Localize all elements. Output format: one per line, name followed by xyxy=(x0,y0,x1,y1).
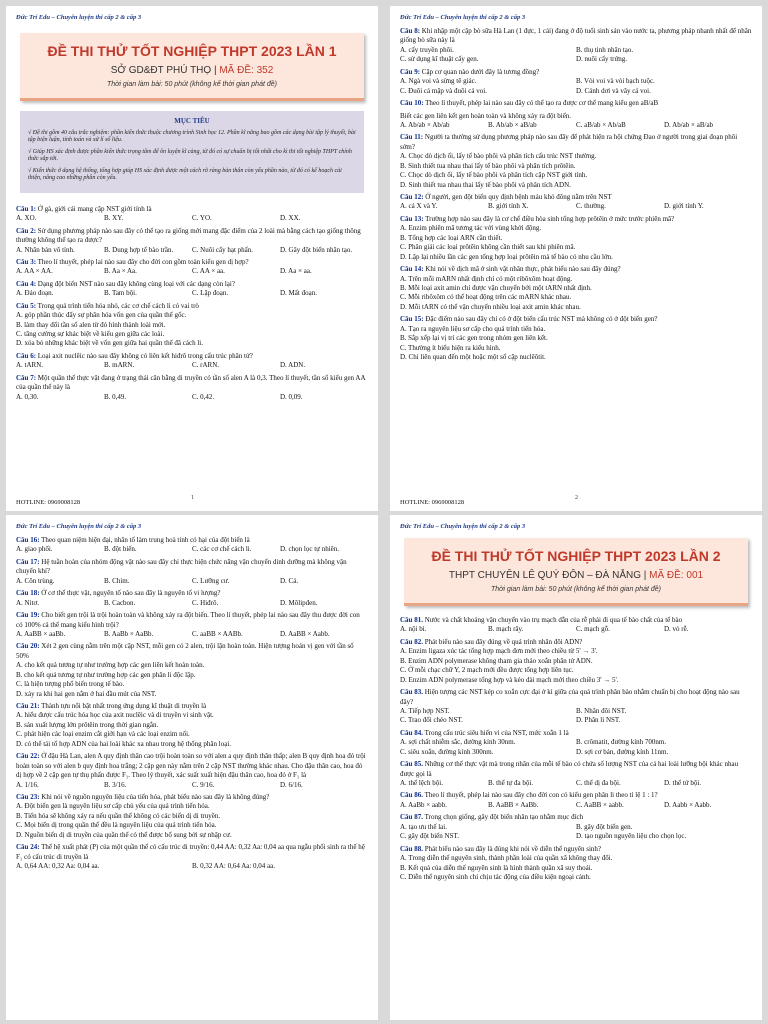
answer-option[interactable]: A. Ab/ab × Ab/ab xyxy=(400,120,450,129)
question-text: Theo lí thuyết, phép lai nào sau đây có thể tạo ra được cơ thể mang kiểu gen aB/aB xyxy=(423,99,659,108)
answer-option[interactable]: B. AaBb × AaBb. xyxy=(104,629,154,638)
answer-option[interactable]: D. Mất đoạn. xyxy=(280,289,317,298)
answer-option[interactable]: B. mARN. xyxy=(104,361,135,370)
answer-option[interactable]: B. Chim. xyxy=(104,576,130,585)
answer-option[interactable]: A. Nhân bản vô tính. xyxy=(16,245,75,254)
answer-option[interactable]: D. Enzim ADN polymerase tổng hợp và kéo dài mạch mới theo chiều 3' → 5'. xyxy=(400,675,619,684)
page-header: Đức Trí Edu – Chuyên luyện thi cấp 2 & cấp 3 xyxy=(400,523,526,530)
answer-option[interactable]: D. Lặp lại nhiều lần các gen tổng hợp loại prôtêin mà tế bào có nhu cầu lớn. xyxy=(400,252,613,261)
question xyxy=(16,536,368,545)
page-header: Đức Trí Edu – Chuyên luyện thi cấp 2 & cấp 3 xyxy=(16,14,142,21)
question-number: Câu 2: xyxy=(16,226,37,235)
answer-option[interactable]: C. 0,42. xyxy=(192,392,215,401)
question-text: Phát biểu nào sau đây là đúng khi nói về diễn thế nguyên sinh? xyxy=(422,844,602,853)
answer-option[interactable]: A. tARN. xyxy=(16,361,44,370)
question-text: Khi nhập một cặp bò sữa Hà Lan (1 đực, 1 cái) đang ở độ tuổi sinh sản vào nước ta, phương pháp nhanh nhất để nhân giống bò sữa này là xyxy=(400,27,752,45)
answer-option[interactable]: C. các cơ chế cách li. xyxy=(192,545,252,554)
answer-option[interactable]: A. sợi chất nhiễm sắc, đường kính 30nm. xyxy=(400,738,516,747)
question-number: Câu 17: xyxy=(16,557,40,566)
question xyxy=(400,616,752,625)
question-text: Trong cấu trúc siêu hiển vi của NST, mức xoắn 1 là xyxy=(422,728,569,737)
question-list xyxy=(400,616,752,882)
question-text: Ở cơ thể thực vật, nguyên tố nào sau đây là nguyên tố vi lượng? xyxy=(39,589,221,598)
answer-option[interactable]: B. XY. xyxy=(104,214,124,223)
question-number: Câu 19: xyxy=(16,611,40,620)
question-number: Câu 10: xyxy=(400,99,424,108)
question xyxy=(16,205,368,214)
goals-title: MỤC TIÊU xyxy=(174,117,210,125)
answer-option[interactable]: D. Phân li NST. xyxy=(576,716,621,725)
answer-option[interactable]: B. thụ tinh nhân tạo. xyxy=(576,45,634,54)
page-3 xyxy=(6,515,378,1020)
answer-options xyxy=(16,630,368,639)
answer-option[interactable]: D. Aabb × Aabb. xyxy=(664,800,712,809)
answer-option[interactable]: A. cho kết quả tương tự như trường hợp các gen liên kết hoàn toàn. xyxy=(16,661,205,670)
question-text: Ở gà, giới cái mang cặp NST giới tính là xyxy=(36,204,152,213)
question-number: Câu 24: xyxy=(16,843,40,852)
answer-options xyxy=(16,862,368,871)
answer-options xyxy=(16,289,368,298)
question xyxy=(16,702,368,711)
question-number: Câu 4: xyxy=(16,279,37,288)
answer-option[interactable]: D. thể tứ bội. xyxy=(664,779,702,787)
answer-options xyxy=(16,361,368,370)
page-number: 2 xyxy=(575,495,578,501)
answer-options xyxy=(16,781,368,790)
answer-option[interactable]: C. gây đột biến NST. xyxy=(400,832,459,841)
question-text: Những cơ thể thực vật mà trong nhân của mỗi tế bào có chứa số lượng NST của cả hai loài lưỡng bội khác nhau được gọi là xyxy=(400,760,739,778)
question xyxy=(16,558,368,577)
exam-time: Thời gian làm bài: 50 phút (không kể thời gian phát đề) xyxy=(491,586,661,593)
answer-option[interactable]: C. thể dị đa bội. xyxy=(576,779,621,787)
question-number: Câu 1: xyxy=(16,204,37,213)
answer-option[interactable]: D. 6/16. xyxy=(280,780,303,789)
answer-option[interactable]: A. Đột biến gen là nguyên liệu sơ cấp chủ yếu của quá trình tiến hóa. xyxy=(16,802,210,811)
answer-option[interactable]: B. Dung hợp tế bào trần. xyxy=(104,245,174,254)
question xyxy=(400,193,752,202)
answer-option[interactable]: A. Trong diễn thế nguyên sinh, thành phần loài của quần xã không thay đổi. xyxy=(400,854,613,863)
answer-option[interactable]: C. Nuôi cấy hạt phấn. xyxy=(192,245,254,254)
answer-option[interactable]: A. Trên mỗi mARN nhất định chỉ có một ribôxôm hoạt động. xyxy=(400,274,573,283)
answer-option[interactable]: D. 0,09. xyxy=(280,392,303,401)
answer-option[interactable]: B. 0,32 AA: 0,64 Aa: 0,04 aa. xyxy=(192,862,276,870)
question xyxy=(16,843,368,862)
question-list xyxy=(16,205,368,402)
answer-option[interactable]: A. Nitơ. xyxy=(16,598,39,607)
answer-option[interactable]: C. Mọi biến dị trong quần thể đều là nguyên liệu của quá trình tiến hóa. xyxy=(16,821,217,830)
question-text: Hiện tượng các NST kép co xoắn cực đại ở kì giữa của quá trình phân bào nhằm chuẩn bị cho hoạt động nào sau đây? xyxy=(400,688,740,706)
answer-option[interactable]: D. vỏ rễ. xyxy=(664,625,689,634)
answer-options xyxy=(400,779,752,788)
question xyxy=(16,302,368,311)
answer-options xyxy=(400,202,752,211)
hotline: HOTLINE: 0969008128 xyxy=(16,499,81,506)
answer-option[interactable]: C. Diễn thế nguyên sinh chỉ chịu tác động của điều kiện ngoại cảnh. xyxy=(400,872,591,881)
page-2 xyxy=(390,6,762,511)
answer-option[interactable]: D. Môlipđen. xyxy=(280,598,318,607)
answer-option[interactable]: C. Mỗi ribôxôm có thể hoạt động trên các mARN khác nhau. xyxy=(400,293,572,302)
question-text: Theo lí thuyết, phép lai nào sau đây cho đời con gồm toàn kiểu gen dị hợp? xyxy=(36,257,249,266)
question-number: Câu 83. xyxy=(400,688,423,697)
question xyxy=(400,760,752,779)
answer-option[interactable]: A. 0,64 AA: 0,32 Aa: 0,04 aa. xyxy=(16,862,100,870)
question-number: Câu 6: xyxy=(16,351,37,360)
question-text: Trường hợp nào sau đây là cơ chế điều hòa sinh tổng hợp prôtêin ở mức trước phiên mã? xyxy=(423,214,675,223)
question-text: Đặc điểm nào sau đây chỉ có ở đột biến cấu trúc NST mà không có ở đột biến gen? xyxy=(423,315,658,324)
answer-option[interactable]: A. Tiếp hợp NST. xyxy=(400,706,450,715)
answer-option[interactable]: C. thường. xyxy=(576,202,606,211)
question xyxy=(400,68,752,77)
exam-code: MÃ ĐỀ: 001 xyxy=(649,570,704,581)
goal-item: √ Kiến thức ở dạng hệ thống, tổng hợp giúp HS xác định được một cách rõ ràng bản thân còn yếu phần nào, từ đó có kế hoạch cải thiện, nâng cao những phần còn yếu. xyxy=(28,167,342,182)
question xyxy=(400,813,752,822)
hotline: HOTLINE: 0969008128 xyxy=(400,499,465,506)
answer-option[interactable]: B. 3/16. xyxy=(104,780,127,789)
answer-options xyxy=(400,625,752,634)
school-name: THPT CHUYÊN LÊ QUÝ ĐÔN – ĐÀ NẴNG | xyxy=(448,570,647,581)
answer-options xyxy=(16,545,368,554)
exam-title-box xyxy=(20,33,364,101)
answer-options xyxy=(400,46,752,65)
answer-option[interactable]: D. có thể tái tổ hợp ADN của hai loài khác xa nhau trong hệ thống phân loại. xyxy=(16,739,232,748)
answer-options xyxy=(16,246,368,255)
page-4 xyxy=(390,515,762,1020)
answer-option[interactable]: B. Kết quả của diễn thế nguyên sinh là hình thành quần xã suy thoái. xyxy=(400,863,593,872)
question-text: Hệ tuần hoàn của nhóm động vật nào sau đây chỉ thực hiện chức năng vận chuyển dinh dưỡng mà không vận chuyển khí? xyxy=(16,557,347,576)
answer-option[interactable]: C. là hiện tượng phổ biến trong tế bào. xyxy=(16,680,125,689)
answer-option[interactable]: D. Gây đột biến nhân tạo. xyxy=(280,245,353,254)
answer-option[interactable]: A. giao phối. xyxy=(16,545,53,554)
answer-option[interactable]: A. hiểu được cấu trúc hóa học của axit nuclêic và di truyền vi sinh vật. xyxy=(16,711,214,720)
answer-option[interactable]: D. giới tính Y. xyxy=(664,202,704,211)
answer-option[interactable]: D. ADN. xyxy=(280,361,306,370)
page-header: Đức Trí Edu – Chuyên luyện thi cấp 2 & cấp 3 xyxy=(16,523,142,530)
question-number: Câu 85. xyxy=(400,760,423,769)
answer-option[interactable]: D. chọn lọc tự nhiên. xyxy=(280,545,340,554)
question xyxy=(400,215,752,224)
question xyxy=(16,374,368,393)
exam-code: MÃ ĐỀ: 352 xyxy=(219,65,274,76)
page-1 xyxy=(6,6,378,511)
answer-option[interactable]: C. Lưỡng cư. xyxy=(192,576,230,585)
answer-option[interactable]: C. siêu xoắn, đường kính 300nm. xyxy=(400,747,494,756)
answer-options xyxy=(400,738,752,757)
question-number: Câu 84. xyxy=(400,728,423,737)
question-text: Khi nói về dịch mã ở sinh vật nhân thực, phát biểu nào sau đây đúng? xyxy=(423,265,621,274)
answer-option[interactable]: B. crômatit, đường kính 700nm. xyxy=(576,738,667,747)
question-list xyxy=(16,536,368,871)
answer-option[interactable]: B. sản xuất lượng lớn prôtêin trong thời gian ngắn. xyxy=(16,720,159,729)
question-number: Câu 11: xyxy=(400,133,424,142)
question-number: Câu 5: xyxy=(16,301,37,310)
question xyxy=(400,265,752,274)
answer-option[interactable]: B. Enzim ADN polymerase không tham gia tháo xoắn phân tử ADN. xyxy=(400,656,593,665)
answer-option[interactable]: A. Ngà voi và sừng tê giác. xyxy=(400,77,477,86)
question xyxy=(400,27,752,46)
answer-option[interactable]: C. mạch gỗ. xyxy=(576,625,610,634)
answer-option[interactable]: C. Hiđrô. xyxy=(192,598,219,607)
answer-option[interactable]: D. XX. xyxy=(280,214,301,223)
answer-option[interactable]: C. YO. xyxy=(192,214,212,223)
school-name: SỞ GD&ĐT PHÚ THỌ | xyxy=(110,65,217,76)
question-number: Câu 88. xyxy=(400,844,423,853)
answer-option[interactable]: B. Tam bội. xyxy=(104,289,137,298)
answer-option[interactable]: D. Chỉ liên quan đến một hoặc một số cặp nuclêôtit. xyxy=(400,353,546,361)
answer-option[interactable]: A. nội bì. xyxy=(400,625,427,634)
answer-option[interactable]: B. gây đột biến gen. xyxy=(576,822,633,831)
question-text: Sử dụng phương pháp nào sau đây có thể tạo ra giống mới mang đặc điểm của 2 loài mà bằng cách tạo giống thông thường không thể tạo ra được? xyxy=(16,226,361,245)
answer-option[interactable]: D. Cá. xyxy=(280,576,299,585)
answer-option[interactable]: C. Lặp đoạn. xyxy=(192,289,229,298)
answer-options xyxy=(400,77,752,96)
question-number: Câu 22: xyxy=(16,752,40,761)
question-text: Xét 2 gen cùng nằm trên một cặp NST, mỗi gen có 2 alen, trội lặn hoàn toàn. Hiện tượng hoán vị gen với tần số 50% xyxy=(16,642,354,660)
question xyxy=(400,133,752,152)
question xyxy=(16,611,368,630)
answer-option[interactable]: C. rARN. xyxy=(192,361,220,370)
answer-option[interactable]: B. đột biến. xyxy=(104,545,137,554)
question-text: Nước và chất khoáng vận chuyển vào trụ mạch dẫn của rễ phải đi qua tế bào chất của tế bào xyxy=(422,616,683,624)
answer-option[interactable]: C. sử dụng kĩ thuật cấy gen. xyxy=(400,55,479,64)
answer-option[interactable]: A. 0,30. xyxy=(16,392,39,401)
answer-option[interactable]: B. giới tính X. xyxy=(488,202,529,211)
question xyxy=(400,791,752,800)
question-text: Khi nói về nguồn nguyên liệu của tiến hóa, phát biểu nào sau đây là không đúng? xyxy=(39,792,270,801)
answer-option[interactable]: A. Tạo ra nguyên liệu sơ cấp cho quá trình tiến hóa. xyxy=(400,324,546,333)
answer-option[interactable]: B. Aa × Aa. xyxy=(104,267,137,276)
answer-options xyxy=(16,214,368,223)
answer-option[interactable]: D. Mỗi tARN có thể vận chuyển nhiều loại axit amin khác nhau. xyxy=(400,302,581,311)
question-number: Câu 12: xyxy=(400,193,424,201)
answer-option[interactable]: D. Sinh thiết tua nhau thai lấy tế bào phôi và phân tích ADN. xyxy=(400,180,571,189)
answer-option[interactable]: A. Enzim ligaza xúc tác tổng hợp mạch đơn mới theo chiều từ 5' → 3'. xyxy=(400,647,598,656)
answer-option[interactable]: C. Thường ít biểu hiện ra kiểu hình. xyxy=(400,343,501,352)
answer-option[interactable]: A. Đảo đoạn. xyxy=(16,289,54,298)
answer-option[interactable]: B. Mỗi loại axit amin chỉ được vận chuyển bởi một tARN nhất định. xyxy=(400,283,592,292)
answer-options xyxy=(16,267,368,276)
question-number: Câu 87. xyxy=(400,813,423,822)
question-text: Ở đậu Hà Lan, alen A quy định thân cao trội hoàn toàn so với alen a quy định thân thấp; alen B quy định hoa đỏ trội hoàn toàn so với alen b quy định hoa trắng; 2 cặp gen này nằm trên 2 cặp NST thường khác nhau. Cho đậu thân cao, hoa đỏ dị hợp về 2 cặp gen tự thụ phấn được F₁. Theo lý thuyết, xác suất xuất hiện đậu thân cao, hoa đỏ ở F₁ là xyxy=(16,752,366,780)
answer-option[interactable]: A. AA × AA. xyxy=(16,267,53,276)
question-number: Câu 9: xyxy=(400,67,421,76)
answer-option[interactable]: A. tạo ưu thế lai. xyxy=(400,822,447,831)
question-number: Câu 23: xyxy=(16,792,40,801)
answer-option[interactable]: C. Đuôi cá mập và đuôi cá voi. xyxy=(400,86,487,95)
question-number: Câu 21: xyxy=(16,702,40,710)
answer-option[interactable]: A. thể lệch bội. xyxy=(400,779,443,787)
question-number: Câu 16: xyxy=(16,536,40,544)
answer-option[interactable]: C. tăng cường sự khác biệt về kiểu gen giữa các loài. xyxy=(16,330,165,338)
answer-option[interactable]: A. AaBb × aabb. xyxy=(400,800,447,809)
question-text: Trong chọn giống, gây đột biến nhân tạo nhằm mục đích xyxy=(422,813,584,822)
goal-item: √ Giúp HS xác định được phần kiến thức trọng tâm để ôn luyện kĩ càng, từ đó có sự chuẩn bị tốt nhất cho kì thi tốt nghiệp THPT chính thức sắp tới. xyxy=(28,148,352,163)
answer-option[interactable]: B. Ab/ab × aB/ab xyxy=(488,120,537,129)
answer-options xyxy=(16,599,368,608)
answer-option[interactable]: A. XO. xyxy=(16,214,37,223)
answer-option[interactable]: C. AA × aa. xyxy=(192,267,225,276)
answer-option[interactable]: B. cho kết quả tương tự như trường hợp các gen phân li độc lập. xyxy=(16,670,196,679)
answer-option[interactable]: A. cấy truyền phôi. xyxy=(400,45,454,54)
goal-item: √ Đề thi gồm 40 câu trắc nghiệm: phần kiến thức thuộc chương trình Sinh học 12. Phần kĩ năng bao gồm các dạng bài tập lý thuyết, bài tập biện luận, tính toán và xử lí số liệu. xyxy=(28,129,356,144)
answer-option[interactable]: D. sợi cơ bản, đường kính 11nm. xyxy=(576,747,669,756)
question-text: Cho biết gen trội là trội hoàn toàn và không xảy ra đột biến. Theo lí thuyết, phép lai nào sau đây thu được đời con có 100% cá thể mang kiểu hình trội? xyxy=(16,611,360,629)
question-text: Ở người, gen đột biến quy định bệnh máu khó đông nằm trên NST xyxy=(423,193,612,201)
answer-option[interactable]: A. AaBB × aaBb. xyxy=(16,629,66,638)
question xyxy=(16,589,368,598)
answer-options xyxy=(400,707,752,726)
question-note: Biết các gen liên kết gen hoàn toàn và không xảy ra đột biến. xyxy=(400,111,572,120)
question-number: Câu 18: xyxy=(16,589,40,598)
question xyxy=(16,280,368,289)
answer-option[interactable]: A. 1/16. xyxy=(16,780,39,789)
question-text: Phát biểu nào sau đây đúng về quá trình nhân đôi ADN? xyxy=(422,637,583,646)
exam-school xyxy=(410,570,742,581)
answer-option[interactable]: B. làm thay đổi tần số alen từ đó hình thành loài mới. xyxy=(16,320,166,329)
answer-option[interactable]: C. aaBB × AABb. xyxy=(192,629,243,638)
question-text: Một quần thể thực vật đang ở trạng thái cân bằng di truyền có tần số alen A là 0,3. Theo lí thuyết, tần số kiểu gen AA của quần thể này là xyxy=(16,373,366,392)
answer-options xyxy=(400,801,752,810)
answer-options xyxy=(400,823,752,842)
question xyxy=(400,99,752,108)
question xyxy=(16,752,368,780)
question-number: Câu 3: xyxy=(16,257,37,266)
question-number: Câu 13: xyxy=(400,214,424,223)
answer-option[interactable]: B. Nhân đôi NST. xyxy=(576,706,627,715)
answer-option[interactable]: B. Sinh thiết tua nhau thai lấy tế bào phôi và phân tích prôtêin. xyxy=(400,161,576,170)
question xyxy=(16,793,368,802)
answer-option[interactable]: B. Tiến hóa sẽ không xảy ra nếu quần thể không có các biến dị di truyền. xyxy=(16,811,221,820)
answer-options xyxy=(400,121,752,130)
question xyxy=(16,642,368,661)
question-number: Câu 14: xyxy=(400,265,424,274)
exam-time: Thời gian làm bài: 50 phút (không kể thời gian phát đề) xyxy=(107,81,277,88)
answer-option[interactable]: A. Enzim phiên mã tương tác với vùng khởi động. xyxy=(400,224,542,233)
question-text: Trong quá trình tiến hóa nhỏ, các cơ chế cách li có vai trò xyxy=(36,301,199,310)
question xyxy=(400,729,752,738)
exam-title: ĐỀ THI THỬ TỐT NGHIỆP THPT 2023 LẦN 2 xyxy=(431,548,721,564)
question-number: Câu 82. xyxy=(400,637,423,646)
question xyxy=(400,845,752,854)
question-text: Người ta thường sử dụng phương pháp nào sau đây để phát hiện ra hội chứng Đao ở người trong giai đoạn phôi sớm? xyxy=(400,133,738,151)
answer-option[interactable]: B. AaBB × AaBb. xyxy=(488,800,539,809)
question xyxy=(400,688,752,707)
question-text: Cặp cơ quan nào dưới đây là tương đồng? xyxy=(420,67,540,76)
question-list xyxy=(400,27,752,362)
question xyxy=(400,315,752,324)
answer-option[interactable]: D. Cánh dơi và vây cá voi. xyxy=(576,86,651,95)
answer-option[interactable]: B. mạch rây. xyxy=(488,625,524,634)
exam-title-box xyxy=(404,538,748,606)
answer-option[interactable]: B. Sắp xếp lại vị trí các gen trong nhóm gen liên kết. xyxy=(400,334,548,343)
answer-option[interactable]: A. Chọc dò dịch ối, lấy tế bào phôi và phân tích cấu trúc NST thường. xyxy=(400,152,597,161)
answer-option[interactable]: C. AaBB × aabb. xyxy=(576,800,624,809)
question-text: Theo quan niệm hiện đại, nhân tố làm trung hoà tính có hại của đột biến là xyxy=(39,536,250,544)
question-text: Dạng đột biến NST nào sau đây không cùng loại với các dạng còn lại? xyxy=(36,279,235,288)
exam-title: ĐỀ THI THỬ TỐT NGHIỆP THPT 2023 LẦN 1 xyxy=(47,43,337,59)
exam-school xyxy=(26,65,358,76)
answer-option[interactable]: D. nuôi cấy trứng. xyxy=(576,55,628,64)
question-text: Theo lí thuyết, phép lai nào sau đây cho đời con có kiểu gen phân li theo tỉ lệ 1 : 1? xyxy=(422,791,658,800)
answer-option[interactable]: C. 9/16. xyxy=(192,780,215,789)
answer-option[interactable]: D. AaBB × Aabb. xyxy=(280,629,330,638)
answer-option[interactable]: C. phát hiện các loại enzim cắt giới hạn và các loại enzim nối. xyxy=(16,730,190,739)
answer-option[interactable]: C. Phân giải các loại prôtêin không cần thiết sau khi phiên mã. xyxy=(400,243,576,252)
answer-option[interactable]: B. Vòi voi và vòi bạch tuộc. xyxy=(576,77,655,86)
answer-option[interactable]: A. cả X và Y. xyxy=(400,202,438,211)
answer-option[interactable]: D. Ab/ab × aB/ab xyxy=(664,120,714,129)
question-number: Câu 15: xyxy=(400,315,424,324)
question-number: Câu 86. xyxy=(400,791,423,800)
answer-option[interactable]: D. Aa × aa. xyxy=(280,267,312,276)
answer-option[interactable]: D. Nguồn biến dị di truyền của quần thể có thể được bổ sung bởi sự nhập cư. xyxy=(16,830,232,839)
answer-option[interactable]: D. xóa bỏ những khác biệt về vốn gen giữa hai quần thể đã cách li. xyxy=(16,339,204,348)
answer-option[interactable]: A. góp phần thúc đẩy sự phân hóa vốn gen của quần thể gốc. xyxy=(16,311,187,320)
page-header: Đức Trí Edu – Chuyên luyện thi cấp 2 & cấp 3 xyxy=(400,14,526,21)
question xyxy=(400,638,752,647)
answer-option[interactable]: D. xảy ra khi hai gen nằm ở hai đầu mút của NST. xyxy=(16,689,157,698)
question-text: Thế hệ xuất phát (P) của một quần thể có cấu trúc di truyền: 0,44 AA: 0,32 Aa: 0,04 aa qua ngẫu phối sinh ra thế hệ F₁ có cấu trúc di truyền là xyxy=(16,843,365,861)
question-number: Câu 20: xyxy=(16,642,40,651)
answer-option[interactable]: B. Tổng hợp các loại ARN cần thiết. xyxy=(400,233,503,242)
question-text: Loại axit nuclêic nào sau đây không có liên kết hiđrô trong cấu trúc phân tử? xyxy=(36,351,253,360)
answer-options xyxy=(16,577,368,586)
question xyxy=(16,227,368,246)
answer-option[interactable]: C. aB/ab × Ab/aB xyxy=(576,120,626,129)
answer-option[interactable]: C. Ở mỗi chạc chữ Y, 2 mạch mới đều được tổng hợp liên tục. xyxy=(400,666,574,675)
question xyxy=(16,258,368,267)
page-number: 1 xyxy=(191,495,194,501)
answer-option[interactable]: C. Trao đổi chéo NST. xyxy=(400,716,463,725)
answer-option[interactable]: B. Cacbon. xyxy=(104,598,136,607)
answer-option[interactable]: B. thể tự đa bội. xyxy=(488,779,534,787)
answer-option[interactable]: B. 0,49. xyxy=(104,392,127,401)
question-number: Câu 7: xyxy=(16,373,37,382)
question-text: Thành tựu nổi bật nhất trong ứng dụng kĩ thuật di truyền là xyxy=(39,702,207,710)
answer-options xyxy=(16,393,368,402)
answer-option[interactable]: A. Côn trùng. xyxy=(16,576,55,585)
answer-option[interactable]: D. tạo nguồn nguyên liệu cho chọn lọc. xyxy=(576,832,687,841)
question xyxy=(16,352,368,361)
question-number: Câu 81. xyxy=(400,616,423,624)
goals-box xyxy=(20,111,364,193)
question-number: Câu 8: xyxy=(400,27,421,35)
answer-option[interactable]: C. Chọc dò dịch ối, lấy tế bào phôi và phân tích cặp NST giới tính. xyxy=(400,171,588,180)
